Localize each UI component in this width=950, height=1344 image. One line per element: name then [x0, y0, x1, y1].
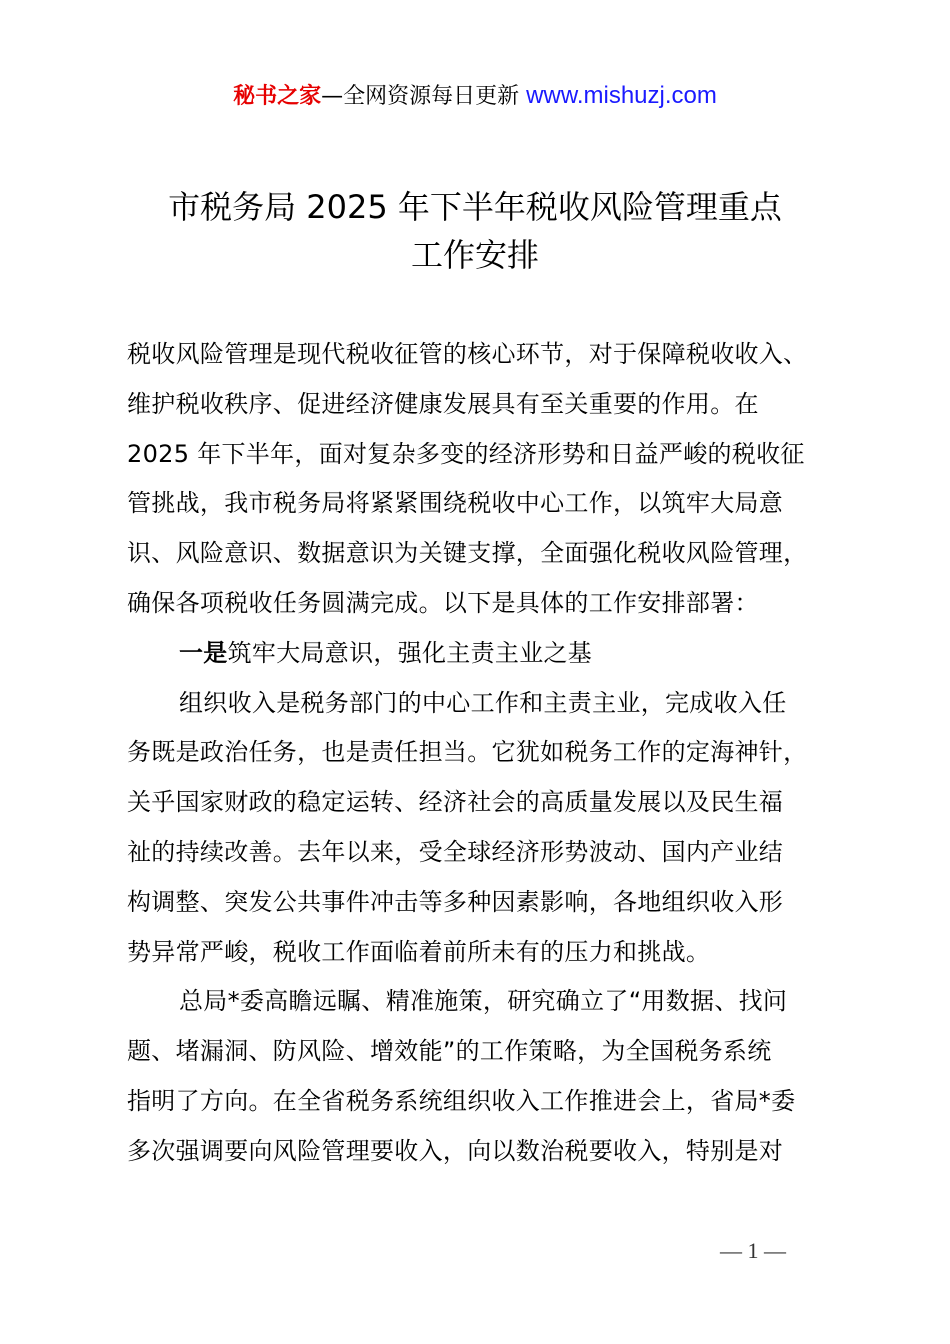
page-number: — 1 —	[720, 1238, 786, 1263]
brand-name: 秘书之家	[233, 84, 322, 109]
text-line: 势异常严峻，税收工作面临着前所未有的压力和挑战。	[127, 937, 711, 966]
text-line: 多次强调要向风险管理要收入，向以数治税要收入，特别是对	[127, 1136, 784, 1165]
text-line: 识、风险意识、数据意识为关键支撑，全面强化税收风险管理，	[127, 539, 808, 568]
text-line: 祉的持续改善。去年以来，受全球经济形势波动、国内产业结	[127, 837, 784, 866]
text-line: 维护税收秩序、促进经济健康发展具有至关重要的作用。在	[127, 389, 759, 418]
text-line: 2025 年下半年，面对复杂多变的经济形势和日益严峻的税收征	[127, 439, 805, 468]
section-heading-1	[127, 633, 867, 683]
document-body	[127, 334, 867, 1181]
text-line: 务既是政治任务，也是责任担当。它犹如税务工作的定海神针，	[127, 738, 808, 767]
text-line: 关乎国家财政的稳定运转、经济社会的高质量发展以及民生福	[127, 788, 784, 817]
text-line: 管挑战，我市税务局将紧紧围绕税收中心工作，以筑牢大局意	[127, 489, 784, 518]
title-line-2: 工作安排	[410, 236, 539, 274]
text-line: 组织收入是税务部门的中心工作和主责主业，完成收入任	[179, 688, 787, 717]
title-line-1: 市税务局 2025 年下半年税收风险管理重点	[168, 188, 782, 226]
site-url-link[interactable]: www.mishuzj.com	[526, 82, 717, 109]
section-heading-prefix: 一是	[179, 638, 228, 667]
section-heading-text: 筑牢大局意识，强化主责主业之基	[227, 638, 593, 667]
site-banner	[0, 80, 950, 113]
text-line: 确保各项税收任务圆满完成。以下是具体的工作安排部署：	[127, 588, 759, 617]
text-line: 指明了方向。在全省税务系统组织收入工作推进会上，省局*委	[127, 1086, 796, 1115]
banner-tagline: —全网资源每日更新	[321, 84, 527, 109]
text-line: 税收风险管理是现代税收征管的核心环节，对于保障税收收入、	[127, 340, 808, 368]
text-line: 题、堵漏洞、防风险、增效能”的工作策略，为全国税务系统	[127, 1037, 772, 1066]
text-line: 总局*委高瞻远瞩、精准施策，研究确立了“用数据、找问	[179, 987, 788, 1016]
text-line: 构调整、突发公共事件冲击等多种因素影响，各地组织收入形	[127, 887, 784, 916]
document-title	[0, 183, 950, 279]
